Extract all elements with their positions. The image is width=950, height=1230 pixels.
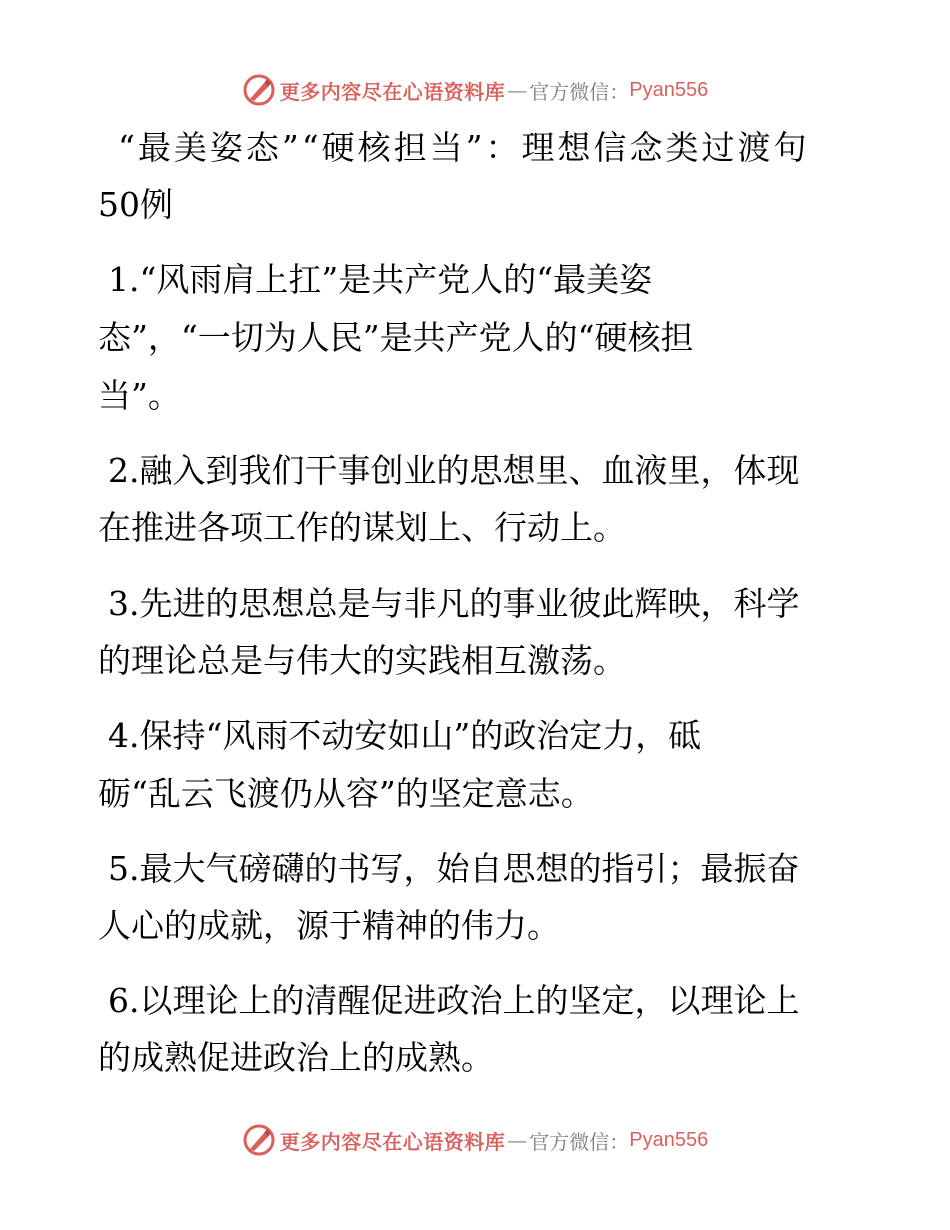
list-item-line: 6.以理论上的清醒促进政治上的坚定，以理论上	[108, 981, 800, 1020]
footer-contact-label: 官方微信：	[529, 1129, 630, 1154]
list-item-line: 的成熟促进政治上的成熟。	[98, 1038, 494, 1077]
header-brand: 更多内容尽在心语资料库	[279, 79, 506, 104]
pen-logo-icon	[242, 73, 276, 107]
list-item-line: 人心的成就，源于精神的伟力。	[98, 906, 560, 945]
list-item-line: 5.最大气磅礴的书写，始自思想的指引；最振奋	[108, 849, 800, 888]
list-item-line: 在推进各项工作的谋划上、行动上。	[98, 508, 626, 547]
footer-contact-id: Pyan556	[629, 1128, 709, 1151]
list-item-line: 3.先进的思想总是与非凡的事业彼此辉映，科学	[108, 584, 800, 623]
header-contact-label: 官方微信：	[529, 79, 630, 104]
footer-watermark	[0, 1120, 950, 1160]
list-item-line: 1.“风雨肩上扛”是共产党人的“最美姿	[108, 260, 653, 299]
document-title-line-2: 50例	[98, 185, 173, 224]
pen-logo-icon	[242, 1123, 276, 1157]
header-contact-id: Pyan556	[629, 78, 709, 101]
list-item-line: 砺“乱云飞渡仍从容”的坚定意志。	[98, 774, 594, 813]
document-title-line-1: “最美姿态”“硬核担当”：理想信念类过渡句	[118, 128, 810, 167]
header-watermark	[0, 70, 950, 110]
footer-dash: —	[507, 1128, 528, 1152]
footer-brand: 更多内容尽在心语资料库	[279, 1129, 506, 1154]
list-item-line: 4.保持“风雨不动安如山”的政治定力，砥	[108, 716, 702, 755]
list-item-line: 态”，“一切为人民”是共产党人的“硬核担	[98, 318, 694, 357]
list-item-line: 的理论总是与伟大的实践相互激荡。	[98, 641, 626, 680]
list-item-line: 当”。	[98, 376, 181, 415]
list-item-line: 2.融入到我们干事创业的思想里、血液里，体现	[108, 451, 800, 490]
header-dash: —	[507, 78, 528, 102]
